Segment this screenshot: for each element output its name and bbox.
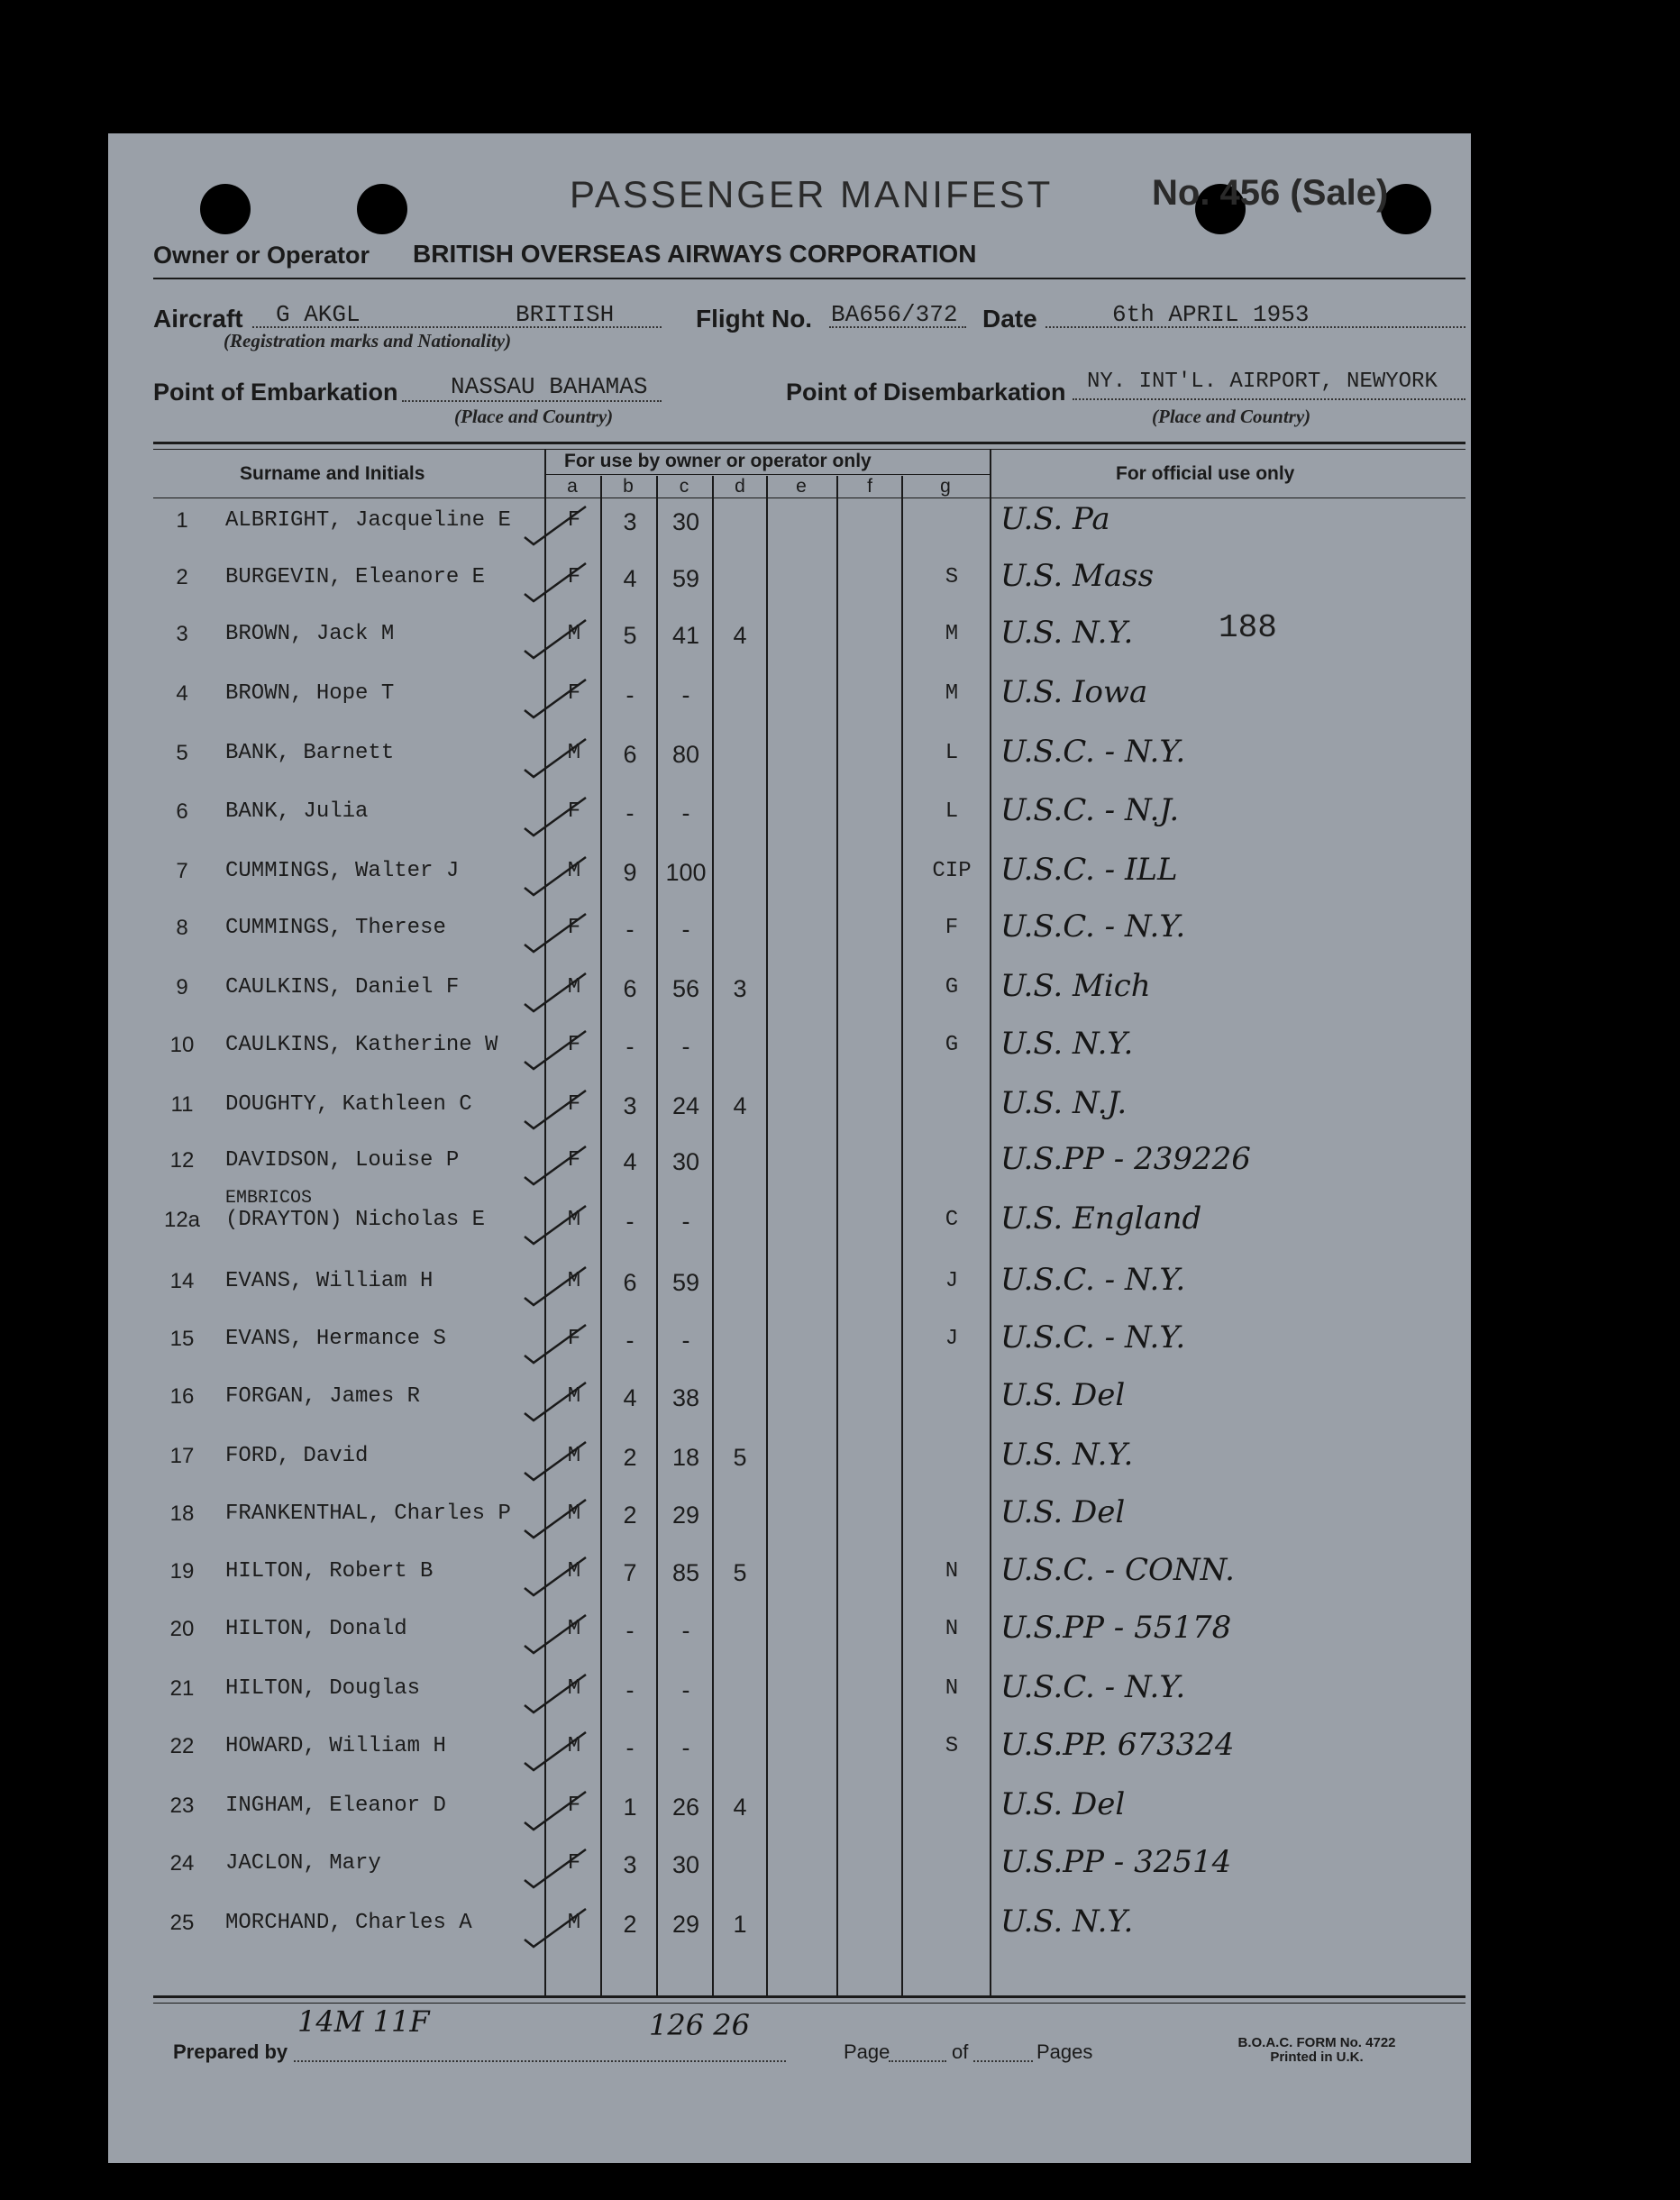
- column-b-cell: -: [625, 1208, 635, 1235]
- disembarkation-line: [1073, 398, 1465, 400]
- column-g-cell: L: [945, 741, 959, 765]
- column-b-cell: -: [625, 681, 635, 708]
- column-c-cell: -: [681, 1208, 690, 1235]
- column-g-cell: N: [945, 1559, 959, 1584]
- column-c-cell: 59: [671, 1269, 700, 1296]
- table-row: [108, 734, 1471, 791]
- row-number: 2: [176, 565, 188, 589]
- column-c-cell: -: [681, 1676, 690, 1703]
- passenger-name: CUMMINGS, Walter J: [225, 859, 460, 883]
- official-note: U.S.PP - 32514: [1000, 1844, 1232, 1880]
- passenger-name-above: EMBRICOS: [225, 1188, 313, 1209]
- row-number: 8: [176, 916, 188, 940]
- row-number: 9: [176, 975, 188, 1000]
- embarkation-sublabel: (Place and Country): [454, 406, 614, 427]
- column-c-cell: 26: [671, 1794, 700, 1821]
- table-bottom-rule: [153, 1995, 1465, 1998]
- punch-hole: [357, 184, 407, 234]
- divider: [153, 278, 1465, 279]
- column-g-header: g: [940, 476, 951, 497]
- column-c-cell: 80: [671, 741, 700, 768]
- official-note: U.S. Iowa: [1000, 674, 1148, 710]
- check-mark-icon: [521, 678, 589, 725]
- column-c-cell: -: [681, 1327, 690, 1354]
- column-g-cell: S: [945, 565, 959, 589]
- column-operator-header: For use by owner or operator only: [564, 451, 872, 471]
- row-number: 24: [169, 1851, 195, 1876]
- aircraft-label: Aircraft: [153, 305, 243, 333]
- sex-cell: F: [567, 799, 581, 824]
- sex-cell: M: [567, 859, 581, 883]
- check-mark-icon: [521, 1613, 589, 1660]
- official-note: U.S.PP - 55178: [1000, 1610, 1232, 1646]
- column-c-cell: 30: [671, 1851, 700, 1878]
- column-c-cell: 30: [671, 508, 700, 535]
- sex-cell: M: [567, 1502, 581, 1526]
- table-top-rule: [153, 449, 1465, 450]
- table-row: [108, 1727, 1471, 1785]
- passenger-name: JACLON, Mary: [225, 1851, 381, 1876]
- column-g-cell: N: [945, 1676, 959, 1701]
- disembarkation-sublabel: (Place and Country): [1152, 406, 1311, 427]
- prepared-by-line: [294, 2060, 786, 2062]
- column-c-cell: -: [681, 916, 690, 943]
- column-c-cell: 100: [665, 859, 707, 886]
- sex-cell: F: [567, 1851, 581, 1876]
- row-number: 25: [169, 1911, 195, 1935]
- sex-cell: M: [567, 1444, 581, 1468]
- column-d-cell: 1: [733, 1911, 747, 1938]
- official-note: U.S. Del: [1000, 1377, 1126, 1413]
- sex-cell: M: [567, 975, 581, 1000]
- handwritten-count: 14M 11F: [297, 2004, 430, 2039]
- table-row: [108, 1552, 1471, 1610]
- table-row: [108, 852, 1471, 909]
- passenger-name: BROWN, Jack M: [225, 622, 395, 646]
- passenger-name: FORGAN, James R: [225, 1384, 421, 1409]
- official-note: U.S. England: [1000, 1200, 1202, 1237]
- passenger-name: DAVIDSON, Louise P: [225, 1148, 460, 1173]
- sex-cell: M: [567, 1911, 581, 1935]
- official-note: U.S. Pa: [1000, 501, 1110, 537]
- column-c-cell: 29: [671, 1502, 700, 1529]
- check-mark-icon: [521, 1790, 589, 1837]
- column-b-cell: 3: [623, 1851, 637, 1878]
- table-top-rule: [153, 442, 1465, 444]
- sex-cell: M: [567, 1269, 581, 1293]
- column-c-cell: 18: [671, 1444, 700, 1471]
- flight-number: BA656/372: [831, 301, 958, 328]
- column-a-header: a: [567, 476, 578, 497]
- check-mark-icon: [521, 1381, 589, 1428]
- row-number: 4: [176, 681, 188, 706]
- row-number: 17: [169, 1444, 195, 1468]
- row-number: 5: [176, 741, 188, 765]
- sex-cell: F: [567, 1092, 581, 1117]
- column-g-cell: M: [945, 622, 959, 646]
- row-number: 3: [176, 622, 188, 646]
- embarkation-value: NASSAU BAHAMAS: [451, 373, 648, 400]
- sex-cell: F: [567, 916, 581, 940]
- check-mark-icon: [521, 1556, 589, 1602]
- passenger-name: FRANKENTHAL, Charles P: [225, 1502, 511, 1526]
- official-note: U.S.C. - N.Y.: [1000, 908, 1186, 945]
- table-row: [108, 1262, 1471, 1319]
- check-mark-icon: [521, 561, 589, 608]
- check-mark-icon: [521, 1498, 589, 1545]
- column-g-cell: N: [945, 1617, 959, 1641]
- sex-cell: M: [567, 1676, 581, 1701]
- column-b-cell: 5: [623, 622, 637, 649]
- date-label: Date: [982, 305, 1037, 333]
- row-number: 12a: [163, 1208, 201, 1232]
- row-number: 12: [169, 1148, 195, 1173]
- column-c-cell: 56: [671, 975, 700, 1002]
- disembarkation-label: Point of Disembarkation: [786, 379, 1066, 406]
- column-b-cell: -: [625, 799, 635, 826]
- table-row: [108, 1494, 1471, 1552]
- sex-cell: F: [567, 681, 581, 706]
- row-number: 21: [169, 1676, 195, 1701]
- column-d-cell: 3: [733, 975, 747, 1002]
- check-mark-icon: [521, 1730, 589, 1777]
- column-b-cell: 2: [623, 1911, 637, 1938]
- column-b-cell: -: [625, 1676, 635, 1703]
- page-line: [889, 2060, 946, 2062]
- row-number: 14: [169, 1269, 195, 1293]
- pages-label: Pages: [1036, 2040, 1093, 2063]
- flight-label: Flight No.: [696, 305, 813, 333]
- embarkation-line: [402, 400, 662, 402]
- column-b-cell: -: [625, 1327, 635, 1354]
- official-note: U.S.PP - 239226: [1000, 1141, 1251, 1177]
- column-b-header: b: [623, 476, 634, 497]
- printed-note: Printed in U.K.: [1270, 2049, 1364, 2065]
- header-rule: [544, 474, 990, 475]
- column-c-cell: 30: [671, 1148, 700, 1175]
- stamp-number: 188: [1219, 609, 1277, 646]
- column-b-cell: -: [625, 1617, 635, 1644]
- sex-cell: M: [567, 1559, 581, 1584]
- aircraft-sublabel: (Registration marks and Nationality): [224, 330, 512, 351]
- sex-cell: M: [567, 1734, 581, 1758]
- column-c-cell: 41: [671, 622, 700, 649]
- row-number: 20: [169, 1617, 195, 1641]
- column-official-header: For official use only: [1116, 463, 1295, 484]
- column-c-cell: 38: [671, 1384, 700, 1411]
- check-mark-icon: [521, 1089, 589, 1136]
- passenger-name: EVANS, Hermance S: [225, 1327, 446, 1351]
- row-number: 6: [176, 799, 188, 824]
- flight-line: [829, 326, 966, 328]
- column-b-cell: 1: [623, 1794, 637, 1821]
- row-number: 18: [169, 1502, 195, 1526]
- check-mark-icon: [521, 1029, 589, 1076]
- sex-cell: F: [567, 1148, 581, 1173]
- official-note: U.S. N.Y.: [1000, 1437, 1134, 1473]
- row-number: 11: [170, 1092, 194, 1117]
- column-c-cell: -: [681, 799, 690, 826]
- column-g-cell: J: [945, 1327, 959, 1351]
- check-mark-icon: [521, 1440, 589, 1487]
- column-c-cell: 85: [671, 1559, 700, 1586]
- table-row: [108, 1610, 1471, 1667]
- sex-cell: M: [567, 1208, 581, 1232]
- column-b-cell: 6: [623, 741, 637, 768]
- column-c-cell: 59: [671, 565, 700, 592]
- official-note: U.S. N.Y.: [1000, 1903, 1134, 1940]
- column-g-cell: G: [945, 1033, 959, 1057]
- passenger-name: CUMMINGS, Therese: [225, 916, 446, 940]
- column-d-cell: 5: [733, 1559, 747, 1586]
- passenger-name: DOUGHTY, Kathleen C: [225, 1092, 472, 1117]
- check-mark-icon: [521, 1907, 589, 1954]
- column-d-cell: 5: [733, 1444, 747, 1471]
- table-row: [108, 1319, 1471, 1377]
- check-mark-icon: [521, 855, 589, 902]
- column-f-header: f: [867, 476, 872, 497]
- table-row: [108, 1377, 1471, 1435]
- column-b-cell: 9: [623, 859, 637, 886]
- table-row: [108, 1026, 1471, 1083]
- column-b-cell: 3: [623, 508, 637, 535]
- check-mark-icon: [521, 796, 589, 843]
- table-row: [108, 558, 1471, 616]
- passenger-name: HILTON, Donald: [225, 1617, 407, 1641]
- sex-cell: F: [567, 1794, 581, 1818]
- column-g-cell: C: [945, 1208, 959, 1232]
- disembarkation-value: NY. INT'L. AIRPORT, NEWYORK: [1087, 370, 1438, 394]
- check-mark-icon: [521, 505, 589, 552]
- check-mark-icon: [521, 972, 589, 1018]
- column-b-cell: 2: [623, 1444, 637, 1471]
- manifest-number: No. 456 (Sale): [1152, 173, 1389, 213]
- aircraft-registration: G AKGL: [276, 301, 361, 328]
- row-number: 10: [169, 1033, 195, 1057]
- table-row: [108, 1903, 1471, 1961]
- sex-cell: M: [567, 741, 581, 765]
- table-row: [108, 674, 1471, 732]
- column-g-cell: J: [945, 1269, 959, 1293]
- column-c-cell: 29: [671, 1911, 700, 1938]
- page-title: PASSENGER MANIFEST: [570, 173, 1054, 215]
- row-number: 19: [169, 1559, 195, 1584]
- sex-cell: M: [567, 622, 581, 646]
- column-b-cell: 4: [623, 1384, 637, 1411]
- column-c-header: c: [679, 476, 689, 497]
- flight-date: 6th APRIL 1953: [1112, 301, 1310, 328]
- table-row: [108, 792, 1471, 850]
- passenger-name: HOWARD, William H: [225, 1734, 446, 1758]
- handwritten-total: 126 26: [649, 2008, 750, 2042]
- embarkation-label: Point of Embarkation: [153, 379, 398, 406]
- date-line: [1045, 326, 1465, 328]
- official-note: U.S. Mich: [1000, 968, 1151, 1004]
- official-note: U.S.C. - N.Y.: [1000, 1319, 1186, 1356]
- column-d-header: d: [735, 476, 745, 497]
- official-note: U.S. Del: [1000, 1494, 1126, 1530]
- sex-cell: F: [567, 565, 581, 589]
- sex-cell: M: [567, 1384, 581, 1409]
- column-b-cell: 7: [623, 1559, 637, 1586]
- official-note: U.S. N.J.: [1000, 1085, 1128, 1121]
- column-c-cell: -: [681, 1617, 690, 1644]
- punch-hole: [1381, 184, 1431, 234]
- row-number: 1: [176, 508, 188, 533]
- aircraft-line: [252, 326, 662, 328]
- page-label: Page: [844, 2040, 890, 2063]
- punch-hole: [200, 184, 251, 234]
- column-b-cell: -: [625, 1033, 635, 1060]
- sex-cell: F: [567, 1327, 581, 1351]
- column-g-cell: S: [945, 1734, 959, 1758]
- passenger-name: EVANS, William H: [225, 1269, 434, 1293]
- column-g-cell: M: [945, 681, 959, 706]
- column-b-cell: 6: [623, 975, 637, 1002]
- check-mark-icon: [521, 1265, 589, 1312]
- table-row: [108, 908, 1471, 966]
- column-d-cell: 4: [733, 1794, 747, 1821]
- passenger-name: ALBRIGHT, Jacqueline E: [225, 508, 511, 533]
- passenger-name: BANK, Barnett: [225, 741, 395, 765]
- table-row: [108, 1437, 1471, 1494]
- table-row: [108, 501, 1471, 559]
- check-mark-icon: [521, 1673, 589, 1720]
- sex-cell: F: [567, 1033, 581, 1057]
- check-mark-icon: [521, 737, 589, 784]
- owner-value: BRITISH OVERSEAS AIRWAYS CORPORATION: [413, 240, 977, 268]
- of-line: [973, 2060, 1033, 2062]
- table-row: [108, 968, 1471, 1026]
- official-note: U.S.C. - N.Y.: [1000, 1262, 1186, 1298]
- check-mark-icon: [521, 1145, 589, 1191]
- passenger-name: FORD, David: [225, 1444, 369, 1468]
- official-note: U.S.C. - ILL: [1000, 852, 1178, 888]
- official-note: U.S.C. - N.Y.: [1000, 734, 1186, 770]
- prepared-by-label: Prepared by: [173, 2040, 288, 2063]
- check-mark-icon: [521, 1848, 589, 1894]
- manifest-sheet: [108, 133, 1471, 2163]
- passenger-name: BURGEVIN, Eleanore E: [225, 565, 486, 589]
- column-d-cell: 4: [733, 622, 747, 649]
- sex-cell: F: [567, 508, 581, 533]
- column-b-cell: -: [625, 916, 635, 943]
- passenger-name: HILTON, Robert B: [225, 1559, 434, 1584]
- column-c-cell: -: [681, 681, 690, 708]
- column-surname-header: Surname and Initials: [240, 463, 425, 484]
- form-reference: B.O.A.C. FORM No. 4722: [1237, 2035, 1396, 2050]
- passenger-name: BROWN, Hope T: [225, 681, 395, 706]
- row-number: 7: [176, 859, 188, 883]
- check-mark-icon: [521, 912, 589, 959]
- column-g-cell: CIP: [932, 859, 972, 883]
- table-row: [108, 1844, 1471, 1902]
- passenger-name: CAULKINS, Daniel F: [225, 975, 460, 1000]
- column-b-cell: 4: [623, 565, 637, 592]
- table-row: [108, 1188, 1471, 1258]
- row-number: 23: [169, 1794, 195, 1818]
- column-b-cell: -: [625, 1734, 635, 1761]
- column-g-cell: L: [945, 799, 959, 824]
- column-b-cell: 2: [623, 1502, 637, 1529]
- column-b-cell: 3: [623, 1092, 637, 1119]
- table-row: [108, 1669, 1471, 1727]
- column-g-cell: F: [945, 916, 959, 940]
- official-note: U.S.PP. 673324: [1000, 1727, 1235, 1763]
- of-label: of: [952, 2040, 969, 2063]
- column-d-cell: 4: [733, 1092, 747, 1119]
- check-mark-icon: [521, 618, 589, 665]
- row-number: 16: [169, 1384, 195, 1409]
- column-c-cell: -: [681, 1734, 690, 1761]
- official-note: U.S. Mass: [1000, 558, 1155, 594]
- table-bottom-rule: [153, 2003, 1465, 2004]
- official-note: U.S. N.Y.: [1000, 1026, 1134, 1062]
- row-number: 22: [169, 1734, 195, 1758]
- check-mark-icon: [521, 1204, 589, 1251]
- table-row: [108, 1786, 1471, 1844]
- passenger-name: MORCHAND, Charles A: [225, 1911, 472, 1935]
- sex-cell: M: [567, 1617, 581, 1641]
- official-note: U.S. Del: [1000, 1786, 1126, 1822]
- table-row: [108, 1141, 1471, 1199]
- passenger-name: BANK, Julia: [225, 799, 369, 824]
- official-note: U.S.C. - N.J.: [1000, 792, 1180, 828]
- column-c-cell: 24: [671, 1092, 700, 1119]
- official-note: U.S. N.Y.: [1000, 615, 1134, 651]
- column-g-cell: G: [945, 975, 959, 1000]
- passenger-name: CAULKINS, Katherine W: [225, 1033, 498, 1057]
- column-e-header: e: [796, 476, 807, 497]
- aircraft-nationality: BRITISH: [516, 301, 615, 328]
- check-mark-icon: [521, 1323, 589, 1370]
- official-note: U.S.C. - CONN.: [1000, 1552, 1235, 1588]
- passenger-name: (DRAYTON) Nicholas E: [225, 1208, 486, 1232]
- owner-label: Owner or Operator: [153, 242, 370, 269]
- passenger-name: INGHAM, Eleanor D: [225, 1794, 446, 1818]
- passenger-name: HILTON, Douglas: [225, 1676, 421, 1701]
- column-b-cell: 4: [623, 1148, 637, 1175]
- official-note: U.S.C. - N.Y.: [1000, 1669, 1186, 1705]
- row-number: 15: [169, 1327, 195, 1351]
- table-row: [108, 1085, 1471, 1143]
- column-c-cell: -: [681, 1033, 690, 1060]
- column-b-cell: 6: [623, 1269, 637, 1296]
